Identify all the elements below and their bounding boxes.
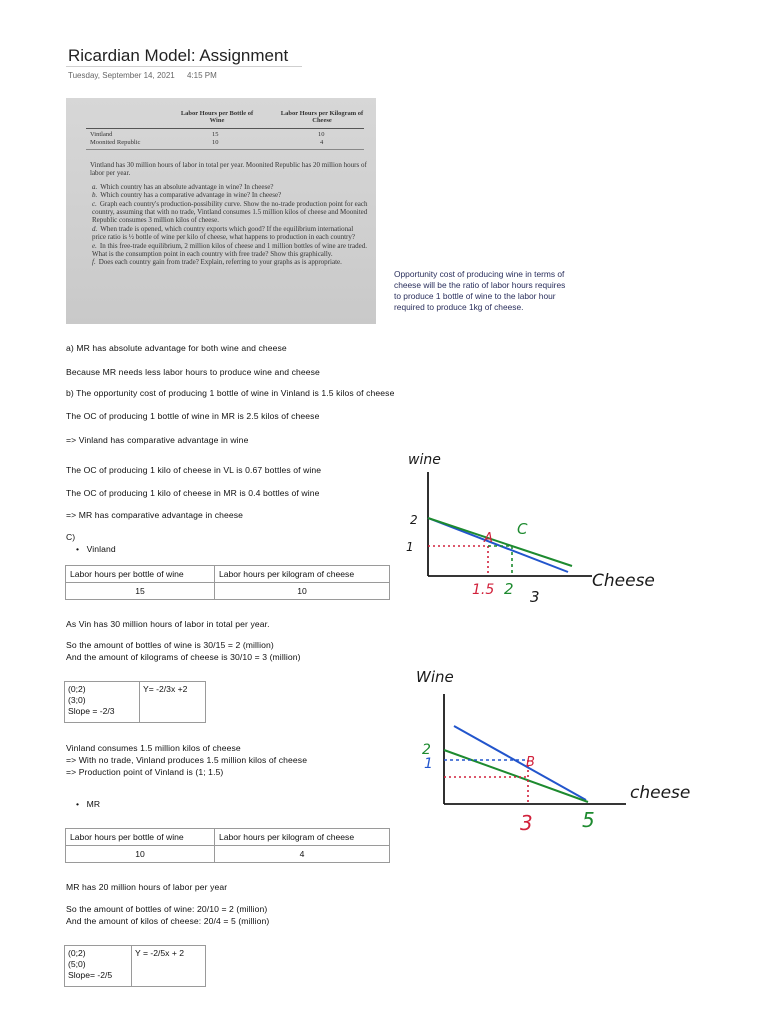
photo-question: a. Which country has an absolute advantage in wine? In cheese?: [92, 182, 274, 191]
graph-y-tick: 1: [424, 756, 433, 772]
title-divider: [66, 66, 302, 67]
page-date: Tuesday, September 14, 2021: [68, 71, 175, 80]
equation-points: (0;2) (5;0) Slope= -2/5: [65, 946, 132, 987]
mr-ppf-graph: [410, 664, 710, 836]
mr-calc-1: MR has 20 million hours of labor per year: [66, 882, 228, 892]
vinland-labor-table: [65, 565, 390, 600]
answer-b1: b) The opportunity cost of producing 1 bottle of wine in Vinland is 1.5 kilos of cheese: [66, 388, 395, 398]
side-note: Opportunity cost of producing wine in terms of cheese will be the ratio of labor hours requires to produce 1 bottle of wine to the labor hour required to produce 1kg of cheese.: [394, 269, 566, 312]
graph-x-tick: 1.5: [472, 582, 495, 598]
photo-question: c. Graph each country's production-possibility curve. Show the no-trade production point for each country, assuming that with no trade, Vintland consumes 1.5 million kilos of cheese and Moonited Republic consumes 3 million kilos of cheese.: [92, 199, 368, 225]
table-header-wine: Labor hours per bottle of wine: [66, 566, 215, 583]
photo-row-country: Vintland: [90, 131, 113, 138]
page-time: 4:15 PM: [186, 71, 217, 80]
photo-row-country: Moonited Republic: [90, 139, 141, 146]
vinland-calc-2: So the amount of bottles of wine is 30/15 = 2 (million): [66, 640, 274, 650]
page-title: Ricardian Model: Assignment: [68, 46, 289, 65]
answer-c-label: C): [66, 532, 76, 542]
photo-row-wine: 15: [212, 131, 219, 138]
photo-intro: Vintland has 30 million hours of labor in total per year. Moonited Republic has 20 million hours of labor per year.: [90, 161, 367, 178]
photo-problem-text: [90, 161, 368, 267]
photo-table-rule: [86, 149, 364, 150]
answer-b2: The OC of producing 1 bottle of wine in MR is 2.5 kilos of cheese: [66, 411, 320, 421]
answer-b5: The OC of producing 1 kilo of cheese in MR is 0.4 bottles of wine: [66, 488, 320, 498]
vinland-calc-1: As Vin has 30 million hours of labor in total per year.: [66, 619, 270, 629]
point-c-label: C: [517, 520, 528, 538]
answer-b3: => Vinland has comparative advantage in wine: [66, 435, 249, 445]
answer-b4: The OC of producing 1 kilo of cheese in VL is 0.67 bottles of wine: [66, 465, 322, 475]
table-cell: 4: [214, 846, 389, 863]
photo-question: d. When trade is opened, which country exports which good? If the equilibrium international price ratio is ½ bottle of wine per kilo of cheese, what happens to production in each country?: [92, 224, 355, 242]
photo-header-wine: Labor Hours per Bottle of Wine: [180, 110, 254, 124]
equation-formula: Y= -2/3x +2: [140, 682, 206, 723]
equation-points: (0;2) (3;0) Slope = -2/3: [65, 682, 140, 723]
vinland-ppf-graph: [400, 448, 700, 608]
mr-calc-2: So the amount of bottles of wine: 20/10 = 2 (million): [66, 904, 268, 914]
trade-line: [454, 726, 586, 800]
photo-table-rule: [86, 128, 364, 129]
graph-x-label: cheese: [630, 783, 691, 803]
answer-a2: Because MR needs less labor hours to produce wine and cheese: [66, 367, 320, 377]
table-header-wine: Labor hours per bottle of wine: [66, 829, 215, 846]
graph-x-tick: 5: [582, 808, 595, 832]
graph-x-tick: 3: [530, 588, 540, 606]
vinland-calc-3: And the amount of kilograms of cheese is 30/10 = 3 (million): [66, 652, 301, 662]
table-header-cheese: Labor hours per kilogram of cheese: [214, 829, 389, 846]
photo-question: e. In this free-trade equilibrium, 2 million kilos of cheese and 1 million bottles of wine are traded. What is the consumption point in each country with free trade? Show this graphically.: [92, 241, 367, 259]
vinland-consume-3: => Production point of Vinland is (1; 1.5): [66, 767, 224, 777]
equation-formula: Y = -2/5x + 2: [132, 946, 206, 987]
vinland-consume-2: => With no trade, Vinland produces 1.5 million kilos of cheese: [66, 755, 308, 765]
vinland-ppf-line: [428, 518, 568, 572]
table-header-cheese: Labor hours per kilogram of cheese: [214, 566, 389, 583]
point-a-label: A: [484, 531, 493, 546]
photo-row-wine: 10: [212, 139, 219, 146]
graph-x-tick: 3: [520, 811, 533, 835]
graph-y-tick: 2: [410, 513, 418, 527]
answer-a1: a) MR has absolute advantage for both wine and cheese: [66, 343, 287, 353]
photo-row-cheese: 4: [320, 139, 324, 146]
vinland-bullet: • Vinland: [76, 544, 116, 554]
assignment-photo: [66, 98, 376, 324]
table-cell: 10: [66, 846, 215, 863]
photo-question: b. Which country has a comparative advantage in wine? In cheese?: [92, 191, 282, 200]
mr-equation-table: [64, 945, 206, 987]
graph-y-tick: 1: [406, 540, 414, 554]
graph-x-label: Cheese: [592, 571, 655, 591]
graph-x-tick: 2: [504, 580, 514, 598]
photo-row-cheese: 10: [318, 131, 325, 138]
graph-y-label: wine: [408, 452, 441, 468]
trade-line: [428, 518, 572, 566]
mr-ppf-line: [444, 750, 588, 802]
point-b-label: B: [526, 755, 535, 770]
answer-b6: => MR has comparative advantage in cheese: [66, 510, 244, 520]
photo-header-cheese: Labor Hours per Kilogram of Cheese: [280, 110, 364, 124]
graph-y-tick: 2: [422, 742, 431, 758]
graph-y-label: Wine: [416, 668, 454, 686]
mr-calc-3: And the amount of kilos of cheese: 20/4 = 5 (million): [66, 916, 270, 926]
mr-bullet: • MR: [76, 799, 101, 809]
vinland-equation-table: [64, 681, 206, 723]
mr-labor-table: [65, 828, 390, 863]
photo-question: f. Does each country gain from trade? Explain, referring to your graphs as is appropriate.: [92, 258, 342, 267]
table-cell: 15: [66, 583, 215, 600]
page-timestamp: [68, 71, 227, 80]
vinland-consume-1: Vinland consumes 1.5 million kilos of cheese: [66, 743, 241, 753]
table-cell: 10: [214, 583, 389, 600]
